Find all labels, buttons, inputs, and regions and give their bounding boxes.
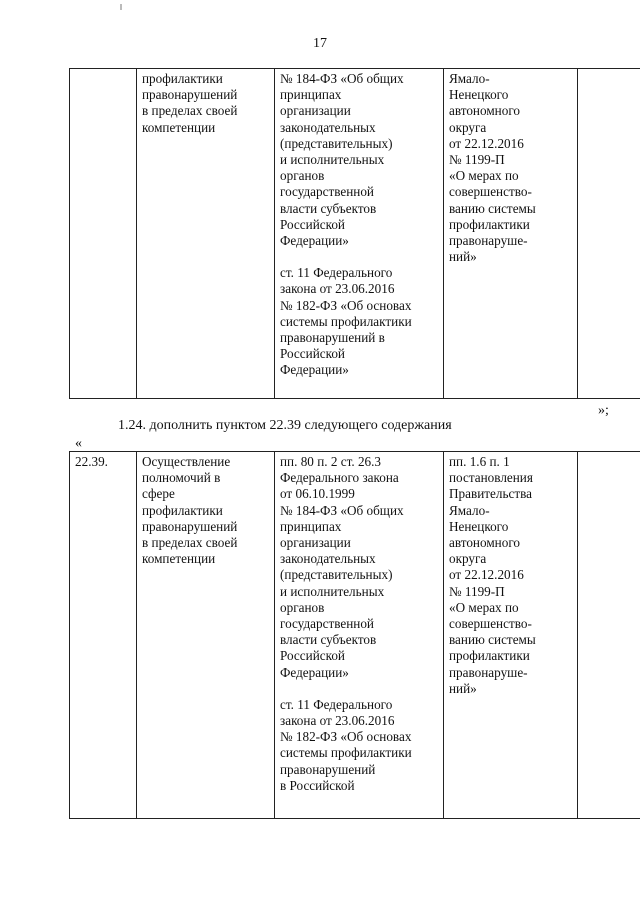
text-line: Российской	[280, 346, 345, 362]
amendment-paragraph: 1.24. дополнить пунктом 22.39 следующего содержания	[118, 418, 452, 433]
text-line: компетенции	[142, 551, 216, 567]
cell-regional-act	[444, 69, 578, 399]
table-row	[70, 452, 640, 819]
text-line: Ненецкого	[449, 518, 509, 534]
text-line: от 22.12.2016	[449, 567, 524, 583]
text-line: ний»	[449, 249, 477, 265]
text-line: Осуществление	[142, 454, 231, 469]
cell-powers	[137, 69, 275, 399]
text-line: принципах	[280, 87, 342, 103]
text-line: и исполнительных	[280, 583, 385, 599]
text-line: правонарушений	[142, 87, 238, 103]
page-number: 17	[313, 36, 327, 51]
text-line: государственной	[280, 616, 374, 632]
text-line: (представительных)	[280, 135, 393, 151]
text-line: постановления	[449, 470, 533, 486]
text-line: государственной	[280, 184, 374, 200]
text-line: Ямало-	[449, 502, 490, 518]
text-line: власти субъектов	[280, 632, 377, 648]
text-line: Ямало-	[449, 71, 490, 86]
text-line: Федерации»	[280, 362, 349, 378]
text-line: организации	[280, 535, 351, 551]
text-line: № 1199-П	[449, 583, 505, 599]
text-line: № 184-ФЗ «Об общих	[280, 502, 404, 518]
text-line: профилактики	[142, 502, 223, 518]
text-line: закона от 23.06.2016	[280, 713, 395, 729]
text-line: Правительства	[449, 486, 532, 502]
text-line: Российской	[280, 648, 345, 664]
text-line: закона от 23.06.2016	[280, 281, 395, 297]
text-line: правонарушений	[142, 518, 238, 534]
text-line: округа	[449, 551, 487, 567]
text-line: правонарушений в	[280, 330, 385, 346]
cell-number: 22.39.	[70, 452, 137, 819]
text-line: ний»	[449, 680, 477, 696]
text-line: законодательных	[280, 119, 376, 135]
text-line: пп. 1.6 п. 1	[449, 454, 510, 469]
text-line: власти субъектов	[280, 200, 377, 216]
table-row	[70, 69, 640, 399]
text-line: профилактики	[449, 648, 530, 664]
cell-empty	[578, 69, 640, 399]
text-line: от 06.10.1999	[280, 486, 355, 502]
cell-legal-basis	[275, 69, 444, 399]
text-line: правонаруше-	[449, 233, 528, 249]
text-line: органов	[280, 599, 325, 615]
text-line: совершенство-	[449, 184, 532, 200]
text-line: ванию системы	[449, 200, 536, 216]
table-new-item	[69, 451, 640, 819]
text-line: принципах	[280, 518, 342, 534]
text-line: (представительных)	[280, 567, 393, 583]
cell-regional-act	[444, 452, 578, 819]
text-line: «О мерах по	[449, 599, 519, 615]
text-line: органов	[280, 168, 325, 184]
opening-quote: «	[75, 436, 82, 451]
text-line: профилактики	[449, 216, 530, 232]
scan-artifact	[120, 4, 122, 10]
legal-basis-fz182	[280, 265, 438, 378]
text-line: совершенство-	[449, 616, 532, 632]
text-line: правонарушений	[280, 761, 376, 777]
text-line: автономного	[449, 535, 521, 551]
text-line: ванию системы	[449, 632, 536, 648]
text-line: полномочий в	[142, 470, 221, 486]
text-line: округа	[449, 119, 487, 135]
text-line: правонаруше-	[449, 664, 528, 680]
text-line: законодательных	[280, 551, 376, 567]
legal-basis-fz184	[280, 454, 438, 681]
text-line: сфере	[142, 486, 175, 502]
text-line: № 182-ФЗ «Об основах	[280, 297, 412, 313]
cell-empty	[578, 452, 640, 819]
text-line: компетенции	[142, 119, 216, 135]
table-continuation	[69, 68, 640, 399]
text-line: организации	[280, 103, 351, 119]
text-line: в Российской	[280, 777, 355, 793]
text-line: Федерального закона	[280, 470, 399, 486]
text-line: в пределах своей	[142, 535, 238, 551]
text-line: № 182-ФЗ «Об основах	[280, 729, 412, 745]
text-line: Федерации»	[280, 233, 349, 249]
text-line: пп. 80 п. 2 ст. 26.3	[280, 454, 382, 469]
text-line: Ненецкого	[449, 87, 509, 103]
text-line: «О мерах по	[449, 168, 519, 184]
closing-quote: »;	[598, 403, 609, 418]
text-line: от 22.12.2016	[449, 135, 524, 151]
cell-powers	[137, 452, 275, 819]
text-line: Федерации»	[280, 664, 349, 680]
text-line: Российской	[280, 216, 345, 232]
text-line: автономного	[449, 103, 521, 119]
text-line: № 184-ФЗ «Об общих	[280, 71, 404, 86]
text-line: профилактики	[142, 71, 223, 86]
cell-number	[70, 69, 137, 399]
cell-legal-basis	[275, 452, 444, 819]
text-line: системы профилактики	[280, 313, 412, 329]
text-line: системы профилактики	[280, 745, 412, 761]
legal-basis-fz182	[280, 697, 438, 794]
text-line: в пределах своей	[142, 103, 238, 119]
text-line: ст. 11 Федерального	[280, 696, 393, 712]
text-line: № 1199-П	[449, 152, 505, 168]
text-line: и исполнительных	[280, 152, 385, 168]
legal-basis-fz184	[280, 71, 438, 249]
text-line: ст. 11 Федерального	[280, 265, 393, 281]
